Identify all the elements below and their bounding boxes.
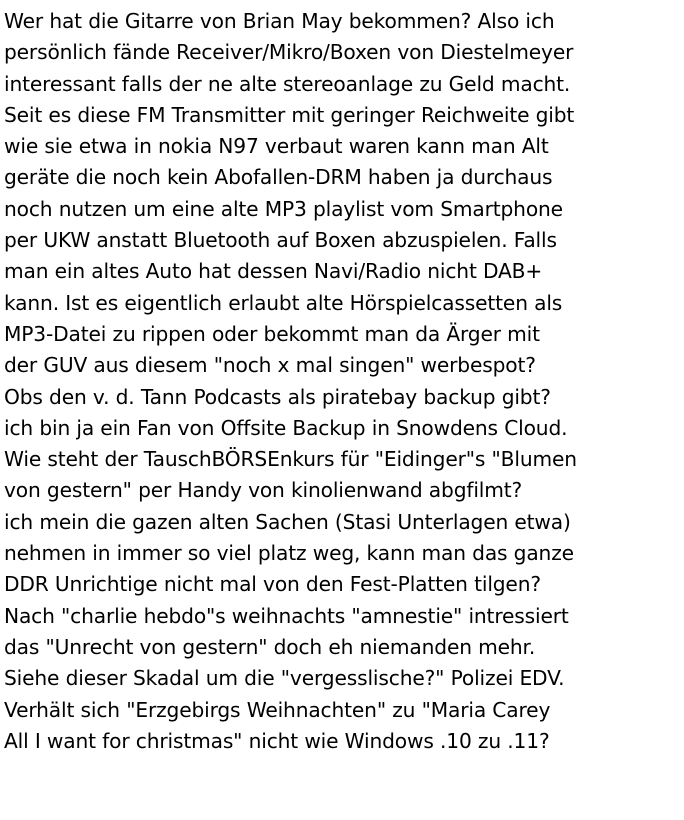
text-line: der GUV aus diesem "noch x mal singen" werbespot?	[4, 353, 536, 378]
text-line: per UKW anstatt Bluetooth auf Boxen abzuspielen. Falls	[4, 228, 557, 253]
text-line: Seit es diese FM Transmitter mit geringer Reichweite gibt	[4, 102, 575, 127]
text-line: noch nutzen um eine alte MP3 playlist vom Smartphone	[4, 196, 563, 221]
text-line: wie sie etwa in nokia N97 verbaut waren kann man Alt	[4, 134, 549, 159]
text-line: DDR Unrichtige nicht mal von den Fest-Platten tilgen?	[4, 572, 541, 597]
text-line: MP3-Datei zu rippen oder bekommt man da Ärger mit	[4, 321, 540, 346]
text-line: ich bin ja ein Fan von Offsite Backup in Snowdens Cloud.	[4, 415, 568, 440]
text-line: geräte die noch kein Abofallen-DRM haben ja durchaus	[4, 165, 553, 190]
text-line: ich mein die gazen alten Sachen (Stasi Unterlagen etwa)	[4, 509, 571, 534]
text-line: von gestern" per Handy von kinolienwand abgfilmt?	[4, 478, 523, 503]
text-line: kann. Ist es eigentlich erlaubt alte Hörspielcassetten als	[4, 290, 563, 315]
text-line: Wie steht der TauschBÖRSEnkurs für "Eidinger"s "Blumen	[4, 447, 577, 472]
text-line: persönlich fände Receiver/Mikro/Boxen von Diestelmeyer	[4, 40, 574, 65]
text-line: Obs den v. d. Tann Podcasts als piratebay backup gibt?	[4, 384, 551, 409]
text-line: All I want for christmas" nicht wie Windows .10 zu .11?	[4, 728, 550, 753]
text-line: Verhält sich "Erzgebirgs Weihnachten" zu "Maria Carey	[4, 697, 551, 722]
text-line: Nach "charlie hebdo"s weihnachts "amnestie" intressiert	[4, 603, 569, 628]
text-line: interessant falls der ne alte stereoanlage zu Geld macht.	[4, 71, 571, 96]
text-line: Siehe dieser Skadal um die "vergesslische?" Polizei EDV.	[4, 666, 565, 691]
text-line: das "Unrecht von gestern" doch eh niemanden mehr.	[4, 634, 536, 659]
text-line: man ein altes Auto hat dessen Navi/Radio nicht DAB+	[4, 259, 543, 284]
text-line: nehmen in immer so viel platz weg, kann man das ganze	[4, 541, 574, 566]
text-line: Wer hat die Gitarre von Brian May bekommen? Also ich	[4, 9, 555, 33]
